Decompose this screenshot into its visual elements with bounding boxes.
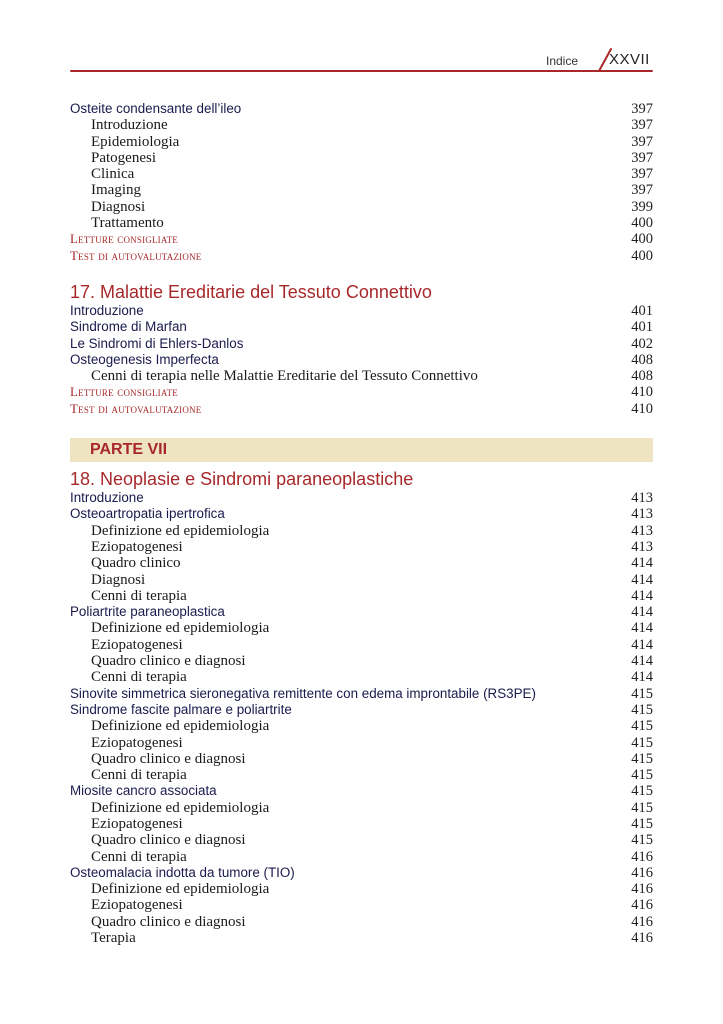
toc-entry[interactable]	[70, 751, 653, 767]
toc-entry[interactable]	[70, 735, 653, 751]
toc-entry[interactable]	[70, 865, 653, 881]
toc-entry[interactable]	[70, 686, 653, 702]
toc-entry-page-number: 414	[631, 669, 653, 686]
toc-entry[interactable]	[70, 539, 653, 555]
section-label: Indice	[546, 54, 579, 68]
toc-entry[interactable]	[70, 134, 653, 150]
toc-entry-title: Definizione ed epidemiologia	[91, 522, 270, 539]
toc-entry-title: Cenni di terapia	[91, 587, 187, 604]
toc-entry-page-number: 414	[631, 604, 653, 621]
toc-entry-title: Imaging	[91, 182, 141, 199]
toc-entry-title: Quadro clinico e diagnosi	[91, 750, 246, 767]
toc-entry[interactable]	[70, 849, 653, 865]
toc-entry-title: Eziopatogenesi	[91, 815, 183, 832]
chapter-heading[interactable]: 18. Neoplasie e Sindromi paraneoplastiche	[70, 469, 414, 490]
toc-entry[interactable]	[70, 816, 653, 832]
toc-entry[interactable]	[70, 231, 653, 247]
toc-entry-title: Introduzione	[70, 302, 144, 318]
toc-entry[interactable]	[70, 352, 653, 368]
chapter-spacer	[70, 264, 653, 281]
toc-entry-page-number: 415	[631, 815, 653, 832]
toc-entry-title: Osteite condensante dell’ileo	[70, 101, 242, 116]
toc-entry-page-number: 414	[631, 571, 653, 588]
toc-entry-title: Quadro clinico e diagnosi	[91, 653, 246, 670]
toc-entry-title: Definizione ed epidemiologia	[91, 620, 270, 637]
toc-entry-title: Cenni di terapia	[91, 848, 187, 865]
toc-entry[interactable]	[70, 506, 653, 522]
toc-entry-title: Osteomalacia indotta da tumore (TIO)	[70, 864, 295, 880]
toc-entry-title: Letture consigliate	[70, 231, 178, 247]
toc-entry-page-number: 414	[631, 636, 653, 653]
toc-entry-title: Eziopatogenesi	[91, 734, 183, 751]
toc-entry-page-number: 414	[631, 555, 653, 572]
toc-entry-title: Quadro clinico e diagnosi	[91, 832, 246, 849]
toc-entry[interactable]	[70, 588, 653, 604]
page-number-roman: XXVII	[609, 51, 650, 68]
toc-entry-page-number: 416	[631, 881, 653, 898]
toc-entry-page-number: 416	[631, 848, 653, 865]
toc-entry-page-number: 400	[631, 215, 653, 232]
toc-entry[interactable]	[70, 150, 653, 166]
table-of-contents	[70, 101, 653, 946]
toc-entry[interactable]	[70, 767, 653, 783]
toc-entry-page-number: 415	[631, 685, 653, 702]
toc-entry-title: Trattamento	[91, 215, 164, 232]
toc-entry[interactable]	[70, 637, 653, 653]
toc-entry-page-number: 413	[631, 538, 653, 555]
toc-entry-page-number: 413	[631, 522, 653, 539]
toc-entry[interactable]	[70, 384, 653, 400]
toc-entry-title: Epidemiologia	[91, 133, 180, 150]
toc-entry-page-number: 415	[631, 767, 653, 784]
toc-entry[interactable]	[70, 555, 653, 571]
toc-entry-title: Cenni di terapia nelle Malattie Ereditarie del Tessuto Connettivo	[91, 368, 478, 385]
toc-entry-title: Miosite cancro associata	[70, 783, 217, 799]
toc-entry-page-number: 397	[631, 149, 653, 166]
toc-entry[interactable]	[70, 620, 653, 636]
toc-entry[interactable]	[70, 800, 653, 816]
toc-entry[interactable]	[70, 930, 653, 946]
toc-entry-title: Definizione ed epidemiologia	[91, 718, 270, 735]
toc-entry-page-number: 400	[631, 231, 653, 248]
toc-entry-page-number: 416	[631, 913, 653, 930]
toc-entry[interactable]	[70, 101, 653, 117]
toc-entry[interactable]	[70, 897, 653, 913]
toc-entry-title: Terapia	[91, 930, 136, 947]
toc-entry-page-number: 414	[631, 620, 653, 637]
toc-entry-page-number: 415	[631, 734, 653, 751]
toc-entry-page-number: 413	[631, 490, 653, 507]
toc-entry-page-number: 414	[631, 587, 653, 604]
toc-entry-title: Sindrome di Marfan	[70, 319, 187, 335]
toc-entry-title: Introduzione	[91, 117, 168, 134]
toc-entry[interactable]	[70, 199, 653, 215]
chapter-heading[interactable]: 17. Malattie Ereditarie del Tessuto Connettivo	[70, 281, 432, 302]
toc-entry-page-number: 397	[631, 182, 653, 199]
header-rule	[70, 70, 653, 72]
part-heading: PARTE VII	[70, 438, 653, 462]
toc-entry-page-number: 415	[631, 799, 653, 816]
page-header	[0, 0, 723, 80]
toc-entry-page-number: 399	[631, 198, 653, 215]
toc-entry-page-number: 414	[631, 653, 653, 670]
toc-entry-page-number: 408	[631, 368, 653, 385]
toc-entry[interactable]	[70, 401, 653, 417]
toc-entry-page-number: 415	[631, 718, 653, 735]
toc-entry[interactable]	[70, 248, 653, 264]
toc-entry-title: Clinica	[91, 166, 135, 183]
toc-entry[interactable]	[70, 783, 653, 799]
toc-entry-page-number: 415	[631, 783, 653, 800]
toc-entry[interactable]	[70, 336, 653, 352]
toc-entry-title: Diagnosi	[91, 571, 146, 588]
toc-entry-page-number: 416	[631, 897, 653, 914]
toc-entry-page-number: 401	[631, 319, 653, 336]
toc-entry-title: Introduzione	[70, 490, 144, 506]
toc-entry-page-number: 400	[631, 247, 653, 264]
toc-entry[interactable]	[70, 832, 653, 848]
toc-entry-title: Eziopatogenesi	[91, 636, 183, 653]
toc-entry-title: Eziopatogenesi	[91, 538, 183, 555]
toc-entry[interactable]	[70, 914, 653, 930]
toc-entry[interactable]	[70, 669, 653, 685]
toc-entry-title: Letture consigliate	[70, 384, 178, 400]
toc-entry-page-number: 416	[631, 864, 653, 881]
toc-entry-page-number: 416	[631, 930, 653, 947]
toc-entry-page-number: 397	[631, 101, 653, 117]
toc-entry-title: Quadro clinico e diagnosi	[91, 913, 246, 930]
toc-entry[interactable]	[70, 182, 653, 198]
toc-entry[interactable]	[70, 702, 653, 718]
toc-entry-title: Patogenesi	[91, 149, 156, 166]
toc-entry-page-number: 397	[631, 133, 653, 150]
toc-entry-page-number: 410	[631, 400, 653, 417]
toc-entry-page-number: 401	[631, 302, 653, 319]
toc-entry[interactable]	[70, 718, 653, 734]
toc-entry-title: Diagnosi	[91, 198, 146, 215]
toc-entry-page-number: 402	[631, 335, 653, 352]
toc-entry-page-number: 408	[631, 351, 653, 368]
toc-entry[interactable]	[70, 215, 653, 231]
toc-entry-title: Poliartrite paraneoplastica	[70, 604, 225, 620]
toc-entry-title: Definizione ed epidemiologia	[91, 881, 270, 898]
toc-entry-page-number: 415	[631, 701, 653, 718]
toc-entry-page-number: 415	[631, 832, 653, 849]
part-spacer	[70, 417, 653, 438]
toc-entry-title: Test di autovalutazione	[70, 400, 202, 416]
toc-entry-title: Cenni di terapia	[91, 767, 187, 784]
toc-entry[interactable]	[70, 572, 653, 588]
toc-entry[interactable]	[70, 604, 653, 620]
toc-entry-title: Sinovite simmetrica sieronegativa remittente con edema improntabile (RS3PE)	[70, 685, 536, 701]
toc-entry[interactable]	[70, 303, 653, 319]
toc-entry[interactable]	[70, 117, 653, 133]
toc-entry[interactable]	[70, 319, 653, 335]
toc-entry-title: Osteoartropatia ipertrofica	[70, 506, 225, 522]
toc-entry-page-number: 397	[631, 166, 653, 183]
toc-entry-title: Eziopatogenesi	[91, 897, 183, 914]
toc-entry-title: Test di autovalutazione	[70, 247, 202, 263]
toc-entry-title: Quadro clinico	[91, 555, 181, 572]
toc-entry-title: Sindrome fascite palmare e poliartrite	[70, 701, 292, 717]
toc-entry[interactable]	[70, 881, 653, 897]
toc-entry[interactable]	[70, 490, 653, 506]
toc-entry-title: Osteogenesis Imperfecta	[70, 351, 219, 367]
toc-entry-title: Le Sindromi di Ehlers-Danlos	[70, 335, 244, 351]
toc-entry[interactable]	[70, 523, 653, 539]
toc-entry[interactable]	[70, 653, 653, 669]
toc-entry[interactable]	[70, 166, 653, 182]
toc-entry-page-number: 397	[631, 117, 653, 134]
toc-entry-page-number: 410	[631, 384, 653, 401]
toc-entry[interactable]	[70, 368, 653, 384]
toc-entry-page-number: 413	[631, 506, 653, 523]
toc-entry-title: Cenni di terapia	[91, 669, 187, 686]
toc-entry-title: Definizione ed epidemiologia	[91, 799, 270, 816]
toc-entry-page-number: 415	[631, 750, 653, 767]
